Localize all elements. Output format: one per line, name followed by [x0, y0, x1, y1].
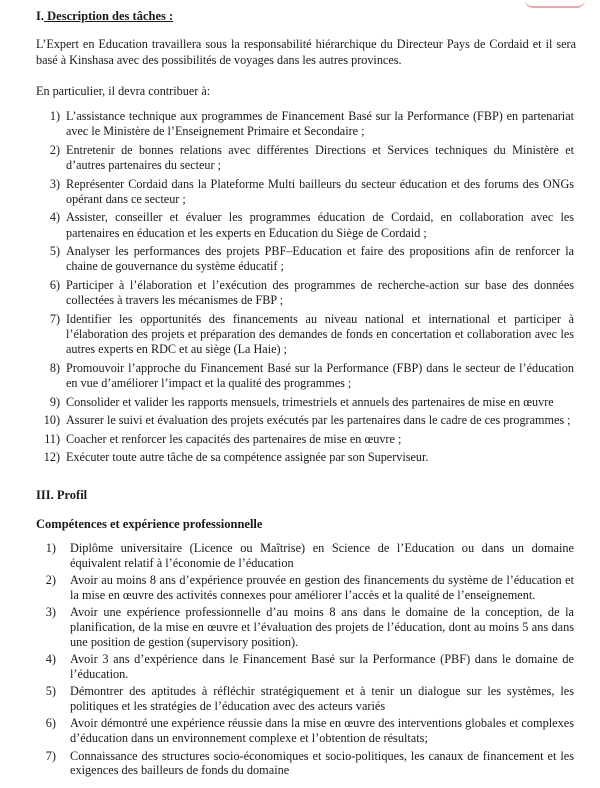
list-item-text: Participer à l’élaboration et l’exécution des programmes de recherche-action sur base des données collectées à travers les mécanismes de FBP ; — [66, 277, 574, 308]
subheading-competences — [36, 516, 262, 532]
list-item-number: 7) — [45, 748, 56, 763]
list-item-text: Avoir au moins 8 ans d’expérience prouvée en gestion des financements du système de l’éducation et la mise en œuvre des activités connexes pour améliorer l’accès et la qualité de l’enseignement. — [70, 573, 574, 603]
list-item-text: Coacher et renforcer les capacités des partenaires de mise en œuvre ; — [66, 431, 402, 446]
section-title: III. Profil — [36, 488, 88, 502]
list-item-number: 11) — [44, 431, 60, 446]
task-list-item — [22, 143, 574, 173]
list-item-text: Promouvoir l’approche du Financement Basé sur la Performance (FBP) dans le secteur de l’éducation en vue d’améliorer l’impact et la qualité des programmes ; — [66, 360, 574, 390]
list-item-text: Consolider et valider les rapports mensuels, trimestriels et annuels des partenaires de mise en œuvre — [66, 394, 554, 409]
list-item-number: 3) — [49, 176, 60, 191]
list-item-number: 2) — [45, 573, 56, 588]
list-item-text: Entretenir de bonnes relations avec différentes Directions et Services techniques du Ministère et d’autres partenaires du secteur ; — [66, 142, 574, 172]
list-item-text: Identifier les opportunités des financements au niveau national et international et participer à l’élaboration des projets et préparation des demandes de fonds en concertation et collaboration avec les autres experts en RDC et au siège (La Haie) ; — [66, 311, 574, 357]
task-list-item — [22, 244, 574, 274]
list-item-number: 12) — [43, 450, 60, 465]
decorative-red-stroke — [525, 0, 585, 8]
intro-paragraph: L’Expert en Education travaillera sous la responsabilité hiérarchique du Directeur Pays de Cordaid et il sera basé à Kinshasa avec des possibilités de voyages dans les autres provinces. — [36, 37, 576, 67]
lead-paragraph: En particulier, il devra contribuer à: — [36, 84, 211, 98]
list-item-number: 9) — [49, 394, 60, 409]
list-item-text: Assurer le suivi et évaluation des projets exécutés par les partenaires dans le cadre de ces programmes ; — [66, 413, 571, 428]
profile-list-item — [22, 541, 574, 571]
profile-list-item — [22, 684, 574, 714]
list-item-number: 4) — [49, 210, 60, 225]
tasks-list — [22, 109, 574, 469]
list-item-text: Connaissance des structures socio-économiques et socio-politiques, les canaux de financement et les exigences des bailleurs de fonds du domaine — [70, 748, 574, 778]
task-list-item — [22, 109, 574, 139]
list-item-text: Démontrer des aptitudes à réfléchir stratégiquement et à tenir un dialogue sur les systèmes, les politiques et les stratégies de l’éducation avec des acteurs variés — [70, 684, 574, 714]
list-item-text: Représenter Cordaid dans la Plateforme Multi bailleurs du secteur éducation et des forums des ONGs opérant dans ce secteur ; — [66, 176, 574, 206]
task-list-item — [22, 395, 574, 410]
task-list-item — [22, 278, 574, 308]
list-item-text: Assister, conseiller et évaluer les programmes éducation de Cordaid, en collaboration avec les partenaires en éducation et les experts en Education du Siège de Cordaid ; — [66, 210, 574, 240]
list-item-number: 5) — [45, 684, 56, 699]
list-item-number: 5) — [49, 244, 60, 259]
task-list-item — [22, 177, 574, 207]
list-item-text: Avoir 3 ans d’expérience dans le Financement Basé sur la Performance (PBF) dans le domaine de l’éducation. — [70, 652, 574, 682]
list-item-number: 8) — [49, 360, 60, 375]
section-number: I. — [36, 9, 44, 23]
list-item-text: Avoir démontré une expérience réussie dans la mise en œuvre des interventions globales et complexes d’éducation dans un environnement complexe et l’obtention de résultats; — [70, 716, 574, 746]
task-list-item — [22, 413, 574, 428]
profile-list-item — [22, 749, 574, 779]
profile-list-item — [22, 652, 574, 682]
list-item-number: 4) — [45, 652, 56, 667]
section-heading-tasks — [36, 8, 173, 24]
section-title: Description des tâches : — [44, 9, 174, 23]
list-item-number: 6) — [45, 716, 56, 731]
profile-list — [22, 541, 574, 781]
task-list-item — [22, 361, 574, 391]
subsection-title: Compétences et expérience professionnelle — [36, 517, 263, 531]
list-item-number: 2) — [49, 142, 60, 157]
list-item-number: 3) — [45, 605, 56, 620]
section-heading-profile — [36, 487, 87, 503]
list-item-number: 1) — [45, 541, 56, 555]
list-item-text: Exécuter toute autre tâche de sa compétence assignée par son Superviseur. — [66, 450, 429, 465]
task-list-item — [22, 450, 574, 465]
profile-list-item — [22, 573, 574, 603]
list-item-text: Diplôme universitaire (Licence ou Maîtrise) en Science de l’Education ou dans un domaine équivalent relatif à l’économie de l’éducation — [70, 541, 574, 570]
list-item-number: 6) — [49, 277, 60, 292]
profile-list-item — [22, 716, 574, 746]
task-list-item — [22, 432, 574, 447]
task-list-item — [22, 312, 574, 358]
profile-list-item — [22, 605, 574, 650]
task-list-item — [22, 210, 574, 240]
list-item-number: 10) — [43, 413, 60, 428]
list-item-number: 1) — [49, 109, 60, 123]
list-item-text: Avoir une expérience professionnelle d’au moins 8 ans dans le domaine de la conception, de la planification, de la mise en œuvre et l’évaluation des projets de l’éducation, dont au moins 5 ans dans une position de gestion (supervisory position). — [70, 605, 574, 650]
list-item-text: Analyser les performances des projets PBF–Education et faire des propositions afin de renforcer la chaine de gouvernance du système éducatif ; — [66, 244, 574, 274]
list-item-text: L’assistance technique aux programmes de Financement Basé sur la Performance (FBP) en partenariat avec le Ministère de l’Enseignement Primaire et Secondaire ; — [66, 109, 574, 139]
list-item-number: 7) — [49, 311, 60, 326]
